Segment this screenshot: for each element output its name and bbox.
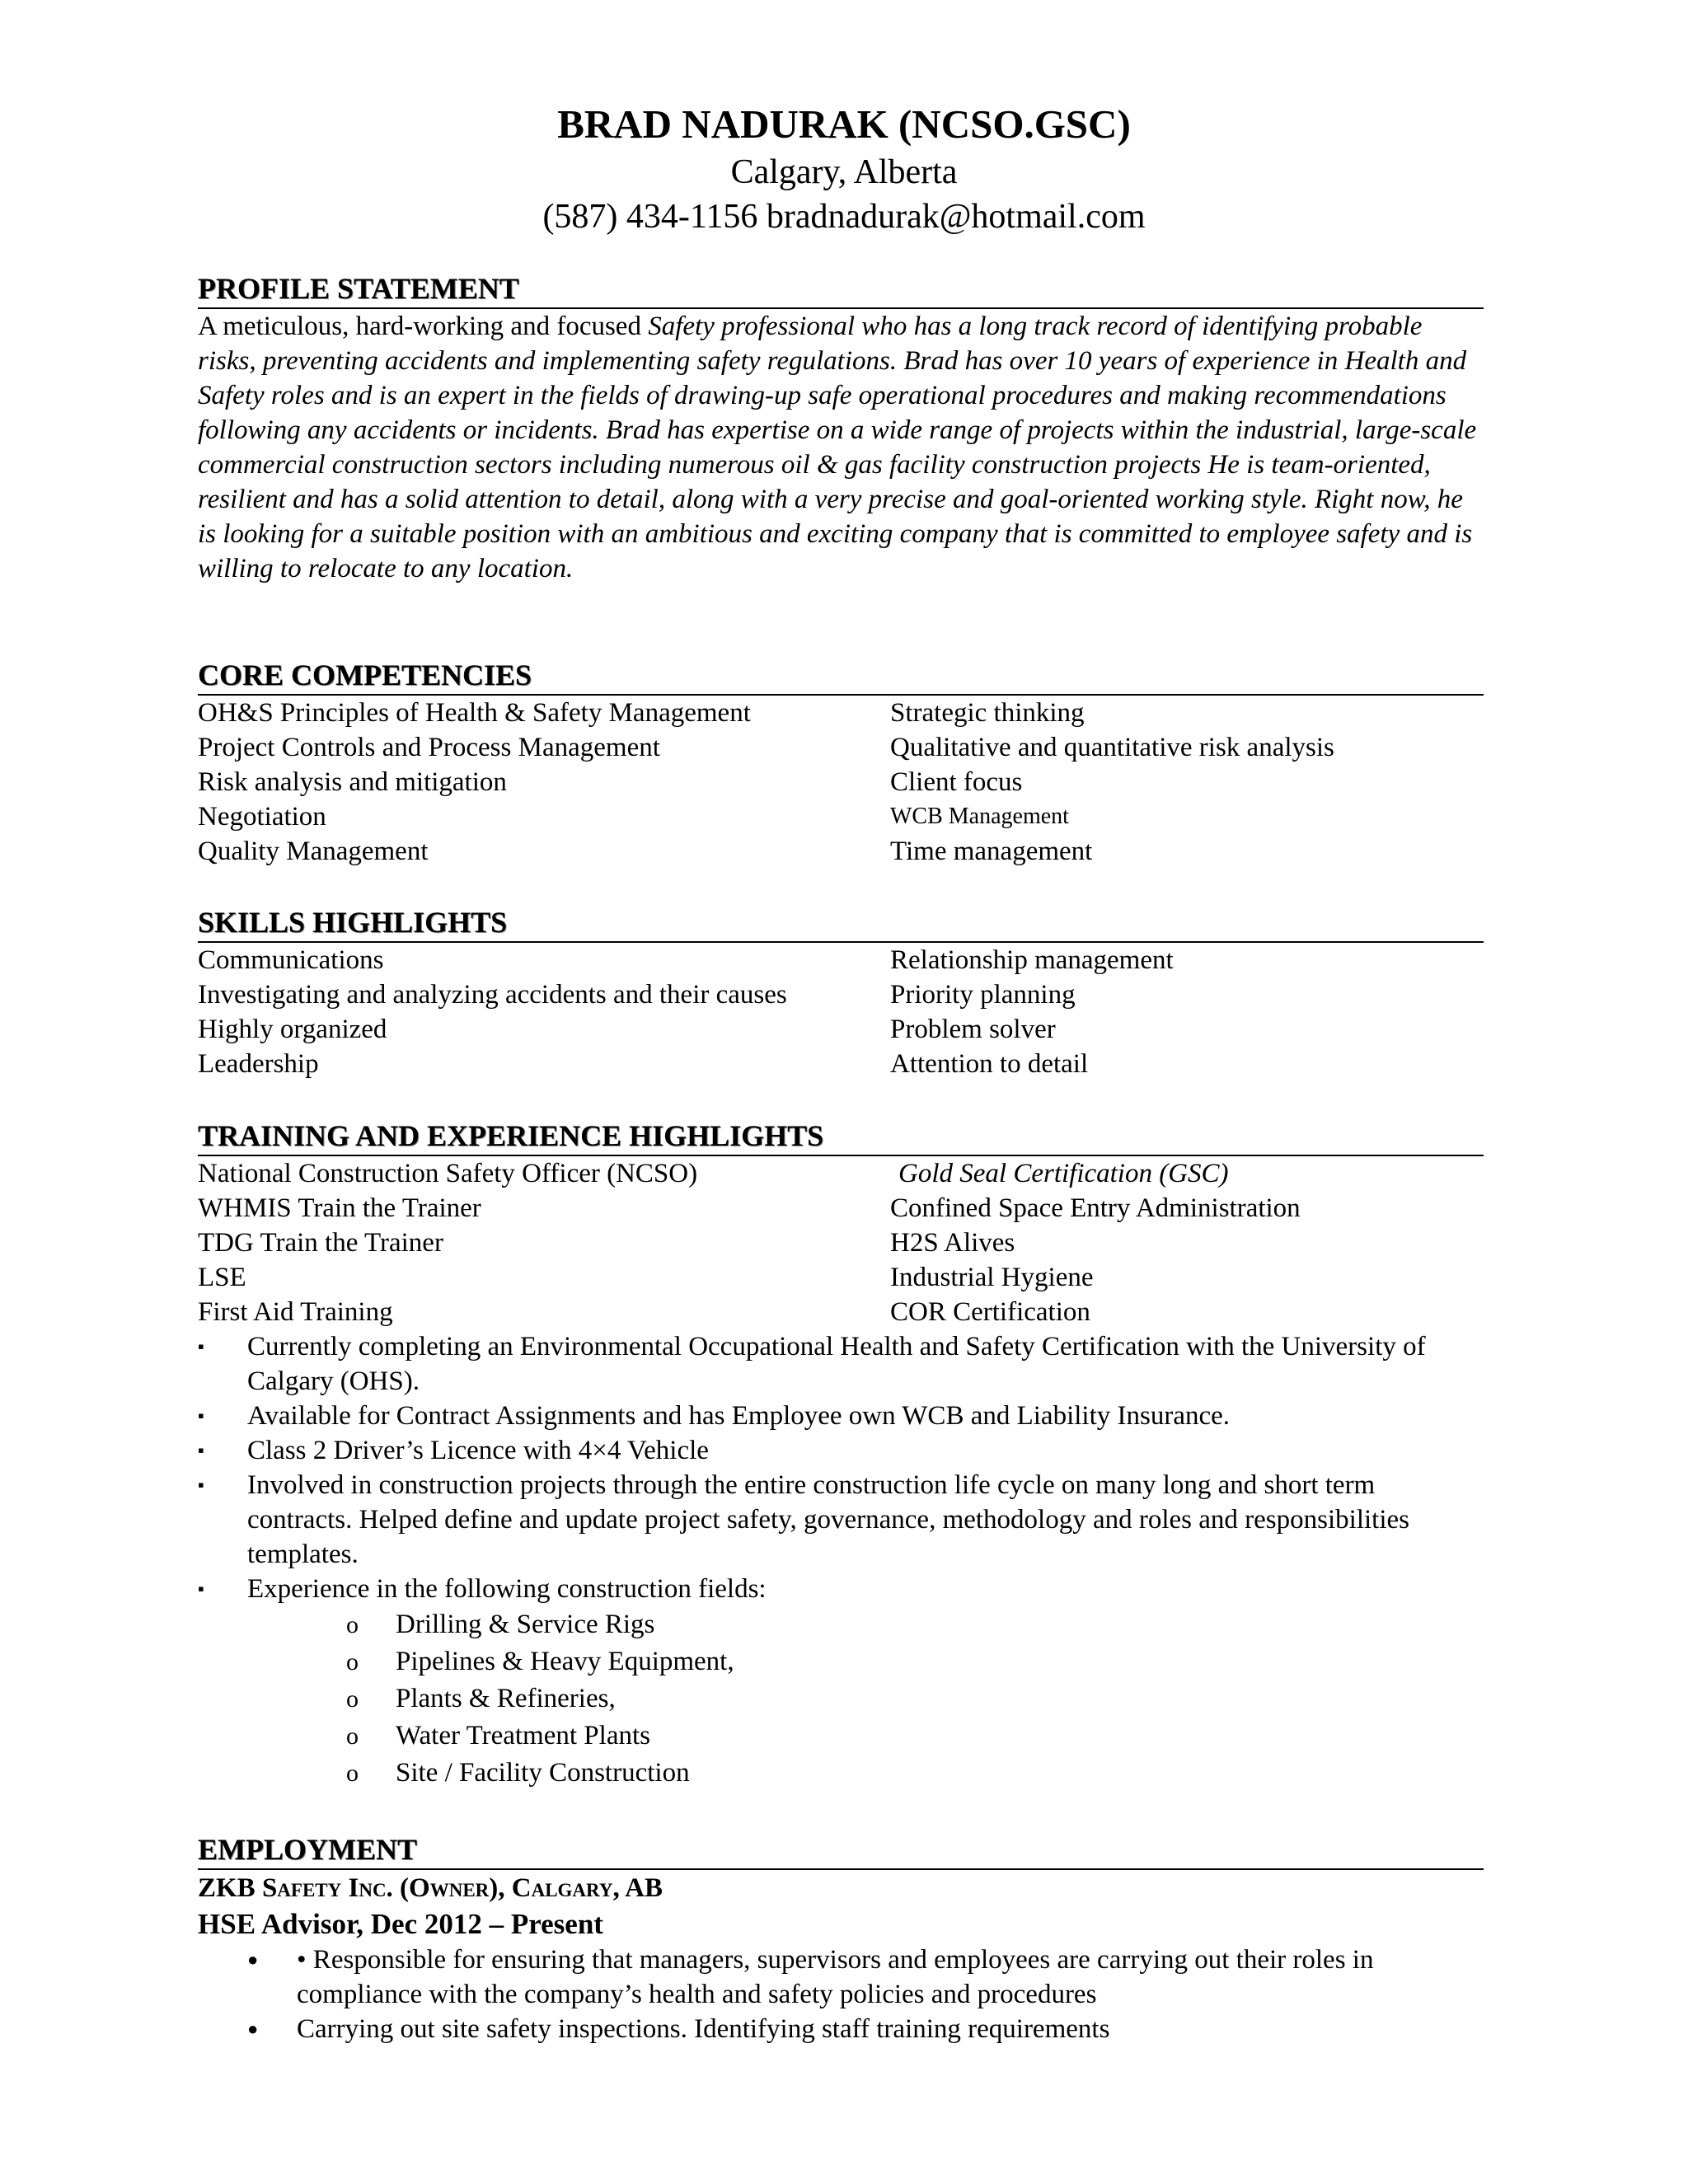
job-title: HSE Advisor, Dec 2012 – Present [198,1908,603,1940]
core-item: Negotiation [198,802,326,832]
candidate-name: BRAD NADURAK (NCSO.GSC) [557,101,1131,147]
profile-title: PROFILE STATEMENT [198,270,1484,309]
training-item: H2S Alives [890,1228,1015,1258]
core-item: Client focus [890,767,1023,797]
profile-lead: A meticulous, hard-working and focused [198,312,649,341]
core-item: WCB Management [890,804,1069,829]
core-grid [198,696,1484,869]
resume-header [0,99,1688,239]
employment-bullets [198,1943,1484,2046]
training-item: COR Certification [890,1297,1090,1327]
list-item: ▪ Experience in the following construction fields: [198,1572,1484,1606]
core-item: Quality Management [198,837,429,866]
core-section [198,657,1484,869]
list-item: ▪ Currently completing an Environmental Occupational Health and Safety Certification with the University of Calgary (OHS). [198,1329,1484,1399]
skill-item: Priority planning [890,980,1076,1010]
training-item: Confined Space Entry Administration [890,1193,1301,1223]
skill-item: Attention to detail [890,1049,1089,1079]
skill-item: Investigating and analyzing accidents and their causes [198,980,787,1010]
list-item: o Site / Facility Construction [346,1755,1484,1792]
list-item: ▪ Available for Contract Assignments and has Employee own WCB and Liability Insurance. [198,1399,1484,1433]
candidate-location: Calgary, Alberta [730,153,958,191]
employment-section [198,1831,1484,2046]
list-item: ● Carrying out site safety inspections. Identifying staff training requirements [247,2012,1484,2046]
training-item: WHMIS Train the Trainer [198,1193,481,1223]
list-item: ▪ Involved in construction projects through the entire construction life cycle on many long and short term contracts. Helped define and update project safety, governance, methodology and roles and responsibilities templates. [198,1468,1484,1572]
list-item: ▪ Class 2 Driver’s Licence with 4×4 Vehicle [198,1433,1484,1468]
skills-title: SKILLS HIGHLIGHTS [198,904,1484,943]
list-item: ● • Responsible for ensuring that managers, supervisors and employees are carrying out their roles in compliance with the company’s health and safety policies and procedures [247,1943,1484,2012]
construction-fields [198,1606,1484,1792]
list-item: o Plants & Refineries, [346,1680,1484,1718]
skill-item: Relationship management [890,945,1174,975]
skill-item: Problem solver [890,1015,1056,1044]
training-bullets [198,1329,1484,1606]
list-item: o Water Treatment Plants [346,1718,1484,1755]
training-grid [198,1156,1484,1329]
skills-grid [198,943,1484,1081]
training-title: TRAINING AND EXPERIENCE HIGHLIGHTS [198,1118,1484,1156]
list-item: o Pipelines & Heavy Equipment, [346,1643,1484,1680]
skill-item: Communications [198,945,384,975]
skill-item: Highly organized [198,1015,387,1044]
core-title: CORE COMPETENCIES [198,657,1484,696]
skills-section [198,904,1484,1081]
employment-title: EMPLOYMENT [198,1831,1484,1870]
core-item: Strategic thinking [890,698,1085,728]
core-item: Risk analysis and mitigation [198,767,507,797]
core-item: OH&S Principles of Health & Safety Management [198,698,751,728]
skill-item: Leadership [198,1049,319,1079]
profile-section [198,270,1484,586]
training-item: LSE [198,1263,246,1292]
training-item: Gold Seal Certification (GSC) [898,1159,1229,1188]
training-section [198,1118,1484,1792]
training-item: National Construction Safety Officer (NCSO) [198,1159,698,1188]
employer-name: ZKB Safety Inc. (Owner), Calgary, AB [198,1873,663,1903]
training-item: TDG Train the Trainer [198,1228,443,1258]
candidate-contact: (587) 434-1156 bradnadurak@hotmail.com [542,198,1146,236]
profile-body: Safety professional who has a long track record of identifying probable risks, preventing accidents and implementing safety regulations. Brad has over 10 years of experience in Health and Safety roles and is an expert in the fields of drawing-up safe operational procedures and making recommendations following any accidents or incidents. Brad has expertise on a wide range of projects within the industrial, large-scale commercial construction sectors including numerous oil & gas facility construction projects He is team-oriented, resilient and has a solid attention to detail, along with a very precise and goal-oriented working style. Right now, he is looking for a suitable position with an ambitious and exciting company that is committed to employee safety and is willing to relocate to any location. [198,312,1477,583]
core-item: Time management [890,837,1093,866]
core-item: Project Controls and Process Management [198,733,660,762]
profile-text [198,309,1484,586]
core-item: Qualitative and quantitative risk analysis [890,733,1334,762]
list-item: o Drilling & Service Rigs [346,1606,1484,1643]
training-item: First Aid Training [198,1297,393,1327]
training-item: Industrial Hygiene [890,1263,1094,1292]
